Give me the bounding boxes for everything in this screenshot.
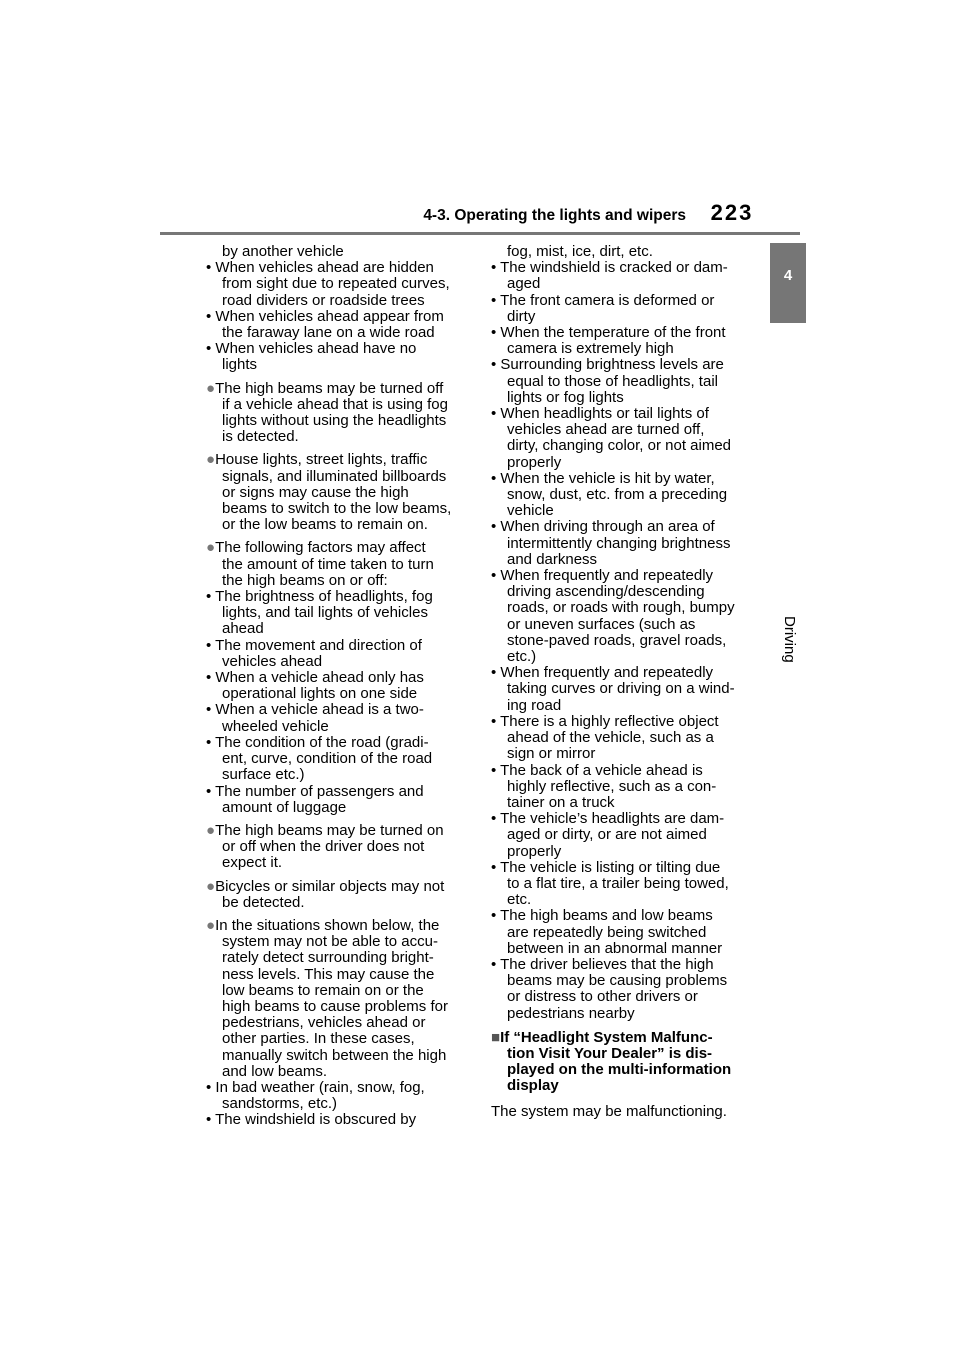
text-line: signals, and illuminated billboards bbox=[222, 467, 447, 485]
text-line: or off when the driver does not bbox=[222, 838, 425, 856]
text-line: • When vehicles ahead appear from bbox=[206, 307, 444, 325]
bullet-item: ●Bicycles or similar objects may not bbox=[206, 877, 445, 895]
bullet-item: ●The following factors may affect bbox=[206, 539, 426, 557]
text-line: properly bbox=[507, 842, 562, 860]
text-line: • The brightness of headlights, fog bbox=[206, 588, 433, 606]
text-line: pedestrians nearby bbox=[507, 1004, 635, 1022]
text-line: etc.) bbox=[507, 648, 537, 666]
chapter-label: Driving bbox=[781, 616, 798, 663]
text-line: • The back of a vehicle ahead is bbox=[491, 761, 703, 779]
text-line: • The vehicle’s headlights are dam- bbox=[491, 810, 725, 828]
text-line: ing road bbox=[507, 696, 562, 714]
body-paragraph: The system may be malfunctioning. bbox=[491, 1102, 727, 1120]
text-line: operational lights on one side bbox=[222, 685, 418, 703]
text-line: by another vehicle bbox=[222, 243, 344, 260]
bullet-icon: ● bbox=[206, 379, 216, 397]
text-line: properly bbox=[507, 453, 562, 471]
text-line: high beams to cause problems for bbox=[222, 997, 448, 1015]
text-line: • The front camera is deformed or bbox=[491, 291, 715, 309]
right-column bbox=[491, 244, 753, 1120]
text-line: ness levels. This may cause the bbox=[222, 965, 435, 983]
text-line: • When frequently and repeatedly bbox=[491, 567, 714, 585]
text-line: system may not be able to accu- bbox=[222, 933, 438, 951]
text-line: • When headlights or tail lights of bbox=[491, 405, 709, 423]
text-line: vehicle bbox=[507, 502, 554, 520]
subheading: ■If “Headlight System Malfunc- bbox=[491, 1028, 713, 1046]
text-line: intermittently changing brightness bbox=[507, 534, 731, 552]
text-line: aged bbox=[507, 275, 541, 293]
text-line: road dividers or roadside trees bbox=[222, 291, 425, 309]
text-line: expect it. bbox=[222, 854, 283, 872]
text-line: amount of luggage bbox=[222, 798, 347, 816]
text-line: • There is a highly reflective object bbox=[491, 712, 719, 730]
bullet-icon: ● bbox=[206, 821, 216, 839]
text-line: ahead of the vehicle, such as a bbox=[507, 729, 714, 747]
text-line: is detected. bbox=[222, 428, 299, 446]
section-title: 4-3. Operating the lights and wipers bbox=[423, 207, 686, 224]
text-line: vehicles ahead bbox=[222, 652, 323, 670]
text-line: • When a vehicle ahead is a two- bbox=[206, 701, 424, 719]
text-line: pedestrians, vehicles ahead or bbox=[222, 1014, 426, 1032]
text-line: tainer on a truck bbox=[507, 793, 615, 811]
bullet-icon: ● bbox=[206, 539, 216, 557]
text-line: • The number of passengers and bbox=[206, 782, 424, 800]
text-line: • When a vehicle ahead only has bbox=[206, 669, 424, 687]
text-line: stone-paved roads, gravel roads, bbox=[507, 631, 727, 649]
text-line: • The driver believes that the high bbox=[491, 955, 714, 973]
text-line: and low beams. bbox=[222, 1062, 328, 1080]
text-line: • When frequently and repeatedly bbox=[491, 664, 714, 682]
text-line: equal to those of headlights, tail bbox=[507, 372, 718, 390]
text-line: beams to switch to the low beams, bbox=[222, 500, 452, 518]
text-line: • When driving through an area of bbox=[491, 518, 715, 536]
bullet-item: ●In the situations shown below, the bbox=[206, 916, 440, 934]
text-line: rately detect surrounding bright- bbox=[222, 949, 434, 967]
text-line: dirty, changing color, or not aimed bbox=[507, 437, 732, 455]
bullet-item: ●The high beams may be turned on bbox=[206, 821, 444, 839]
text-line: • When the temperature of the front bbox=[491, 324, 726, 342]
text-line: lights or fog lights bbox=[507, 388, 624, 406]
chapter-number: 4 bbox=[783, 267, 793, 284]
text-line: lights, and tail lights of vehicles bbox=[222, 604, 428, 622]
text-line: • The windshield is cracked or dam- bbox=[491, 259, 728, 277]
text-line: are repeatedly being switched bbox=[507, 923, 707, 941]
subheading-line: display bbox=[507, 1077, 559, 1095]
text-line: • The condition of the road (gradi- bbox=[206, 733, 429, 751]
text-line: • When vehicles ahead have no bbox=[206, 340, 417, 358]
square-icon: ■ bbox=[491, 1028, 501, 1046]
subheading-line: played on the multi-information bbox=[507, 1061, 732, 1079]
text-line: low beams to remain on or the bbox=[222, 981, 424, 999]
text-line: etc. bbox=[507, 891, 532, 909]
text-line: • When the vehicle is hit by water, bbox=[491, 469, 715, 487]
text-line: between in an abnormal manner bbox=[507, 939, 723, 957]
text-line: snow, dust, etc. from a preceding bbox=[507, 486, 728, 504]
text-line: be detected. bbox=[222, 893, 305, 911]
text-line: sandstorms, etc.) bbox=[222, 1095, 338, 1113]
text-line: • The vehicle is listing or tilting due bbox=[491, 858, 721, 876]
text-line: fog, mist, ice, dirt, etc. bbox=[507, 243, 653, 260]
text-line: • The windshield is obscured by bbox=[206, 1111, 417, 1129]
text-line: camera is extremely high bbox=[507, 340, 674, 358]
text-line: if a vehicle ahead that is using fog bbox=[222, 395, 448, 413]
text-line: • The high beams and low beams bbox=[491, 907, 713, 925]
left-column bbox=[206, 244, 468, 1129]
text-line: or distress to other drivers or bbox=[507, 988, 698, 1006]
text-line: or the low beams to remain on. bbox=[222, 516, 428, 534]
subheading-line: tion Visit Your Dealer” is dis- bbox=[507, 1044, 713, 1062]
text-line: lights without using the headlights bbox=[222, 412, 447, 430]
text-line: taking curves or driving on a wind- bbox=[507, 680, 735, 698]
text-line: • Surrounding brightness levels are bbox=[491, 356, 724, 374]
text-line: the amount of time taken to turn bbox=[222, 555, 434, 573]
bullet-icon: ● bbox=[206, 451, 216, 469]
text-line: manually switch between the high bbox=[222, 1046, 447, 1064]
bullet-item: ●House lights, street lights, traffic bbox=[206, 451, 428, 469]
text-line: the faraway lane on a wide road bbox=[222, 324, 435, 342]
text-line: beams may be causing problems bbox=[507, 972, 728, 990]
page-number: 223 bbox=[710, 200, 754, 225]
text-line: and darkness bbox=[507, 550, 598, 568]
bullet-icon: ● bbox=[206, 877, 216, 895]
text-line: surface etc.) bbox=[222, 766, 305, 784]
text-line: or signs may cause the high bbox=[222, 483, 409, 501]
text-line: wheeled vehicle bbox=[222, 717, 329, 735]
text-line: • The movement and direction of bbox=[206, 636, 422, 654]
text-line: driving ascending/descending bbox=[507, 583, 705, 601]
text-line: sign or mirror bbox=[507, 745, 596, 763]
text-line: roads, or roads with rough, bumpy bbox=[507, 599, 735, 617]
text-line: dirty bbox=[507, 307, 536, 325]
text-line: highly reflective, such as a con- bbox=[507, 777, 717, 795]
text-line: ent, curve, condition of the road bbox=[222, 750, 433, 768]
header-rule bbox=[160, 232, 800, 235]
text-line: to a flat tire, a trailer being towed, bbox=[507, 874, 729, 892]
bullet-item: ●The high beams may be turned off bbox=[206, 379, 444, 397]
text-line: other parties. In these cases, bbox=[222, 1030, 415, 1048]
text-line: lights bbox=[222, 356, 258, 374]
text-line: vehicles ahead are turned off, bbox=[507, 421, 705, 439]
text-line: the high beams on or off: bbox=[222, 571, 388, 589]
text-line: aged or dirty, or are not aimed bbox=[507, 826, 707, 844]
text-line: from sight due to repeated curves, bbox=[222, 275, 450, 293]
bullet-icon: ● bbox=[206, 916, 216, 934]
text-line: • When vehicles ahead are hidden bbox=[206, 259, 434, 277]
text-line: ahead bbox=[222, 620, 264, 638]
text-line: or uneven surfaces (such as bbox=[507, 615, 696, 633]
text-line: • In bad weather (rain, snow, fog, bbox=[206, 1078, 425, 1096]
